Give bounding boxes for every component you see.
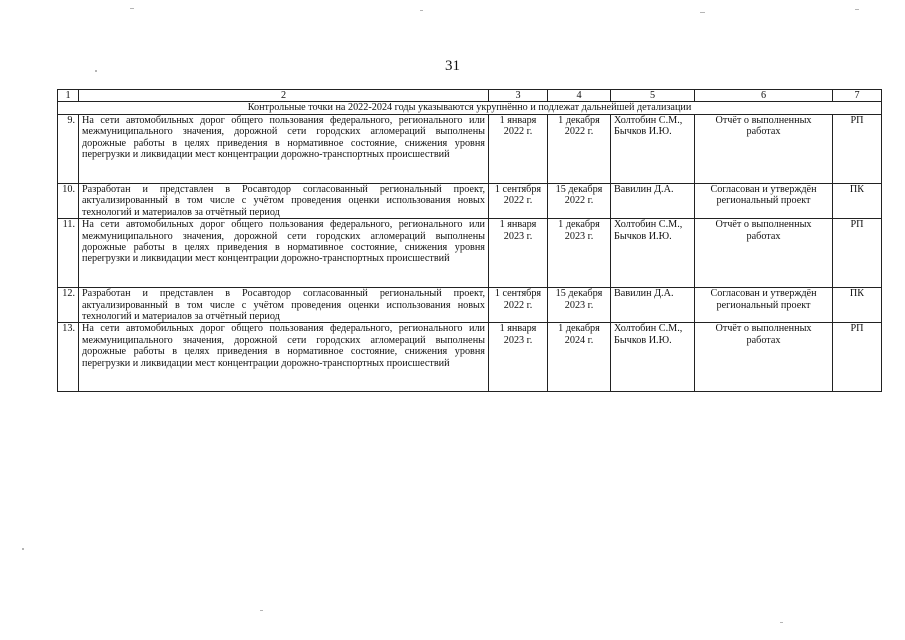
row-number: 11. — [58, 219, 79, 288]
row-description: На сети автомобильных дорог общего пользования федерального, регионального или межмуниципального значения, дорожной сети городских агломераций выполнены дорожные работы в целях приведения в нормативное состояние, снижения уровня перегрузки и ликвидации мест концентрации дорожно-транспортных происшествий — [79, 115, 489, 184]
row-level: РП — [833, 115, 882, 184]
row-description: На сети автомобильных дорог общего пользования федерального, регионального или межмуниципального значения, дорожной сети городских агломераций выполнены дорожные работы в целях приведения в нормативное состояние, снижения уровня перегрузки и ликвидации мест концентрации дорожно-транспортных происшествий — [79, 323, 489, 392]
section-title: Контрольные точки на 2022-2024 годы указываются укрупнённо и подлежат дальнейшей детализации — [58, 102, 882, 115]
column-header: 4 — [548, 90, 611, 102]
section-header-row — [58, 102, 882, 115]
row-result: Согласован и утверждён региональный проект — [695, 288, 833, 323]
scan-speck — [22, 548, 24, 550]
row-end-date: 15 декабря 2022 г. — [548, 184, 611, 219]
row-responsible: Холтобин С.М., Бычков И.Ю. — [611, 323, 695, 392]
row-number: 10. — [58, 184, 79, 219]
row-end-date: 1 декабря 2023 г. — [548, 219, 611, 288]
table-row — [58, 219, 882, 288]
row-result: Отчёт о выполненных работах — [695, 115, 833, 184]
scan-speck — [130, 8, 134, 9]
row-description: Разработан и представлен в Росавтодор согласованный региональный проект, актуализированный в том числе с учётом проведения оценки использования новых технологий и материалов за отчётный период — [79, 288, 489, 323]
column-header: 7 — [833, 90, 882, 102]
row-end-date: 15 декабря 2023 г. — [548, 288, 611, 323]
scan-speck — [260, 610, 263, 611]
table-row — [58, 288, 882, 323]
row-description: Разработан и представлен в Росавтодор согласованный региональный проект, актуализированный в том числе с учётом проведения оценки использования новых технологий и материалов за отчётный период — [79, 184, 489, 219]
table-row — [58, 115, 882, 184]
page-number: 31 — [445, 58, 460, 74]
row-level: РП — [833, 323, 882, 392]
row-start-date: 1 сентября 2022 г. — [489, 288, 548, 323]
row-responsible: Холтобин С.М., Бычков И.Ю. — [611, 115, 695, 184]
column-header: 6 — [695, 90, 833, 102]
column-number-row — [58, 90, 882, 102]
control-points-table — [57, 89, 882, 392]
row-number: 9. — [58, 115, 79, 184]
scan-speck — [855, 9, 859, 10]
row-responsible: Вавилин Д.А. — [611, 288, 695, 323]
row-result: Отчёт о выполненных работах — [695, 323, 833, 392]
row-responsible: Вавилин Д.А. — [611, 184, 695, 219]
column-header: 3 — [489, 90, 548, 102]
row-end-date: 1 декабря 2022 г. — [548, 115, 611, 184]
row-level: РП — [833, 219, 882, 288]
row-start-date: 1 января 2023 г. — [489, 219, 548, 288]
scan-speck — [420, 10, 423, 11]
row-start-date: 1 января 2022 г. — [489, 115, 548, 184]
row-number: 12. — [58, 288, 79, 323]
row-responsible: Холтобин С.М., Бычков И.Ю. — [611, 219, 695, 288]
column-header: 1 — [58, 90, 79, 102]
row-start-date: 1 сентября 2022 г. — [489, 184, 548, 219]
row-result: Отчёт о выполненных работах — [695, 219, 833, 288]
table-row — [58, 184, 882, 219]
row-end-date: 1 декабря 2024 г. — [548, 323, 611, 392]
scan-speck — [780, 622, 783, 623]
row-level: ПК — [833, 184, 882, 219]
table-row — [58, 323, 882, 392]
column-header: 5 — [611, 90, 695, 102]
row-start-date: 1 января 2023 г. — [489, 323, 548, 392]
scan-speck — [95, 70, 97, 72]
row-description: На сети автомобильных дорог общего пользования федерального, регионального или межмуниципального значения, дорожной сети городских агломераций выполнены дорожные работы в целях приведения в нормативное состояние, снижения уровня перегрузки и ликвидации мест концентрации дорожно-транспортных происшествий — [79, 219, 489, 288]
scan-speck — [700, 12, 705, 13]
row-level: ПК — [833, 288, 882, 323]
column-header: 2 — [79, 90, 489, 102]
row-result: Согласован и утверждён региональный проект — [695, 184, 833, 219]
row-number: 13. — [58, 323, 79, 392]
